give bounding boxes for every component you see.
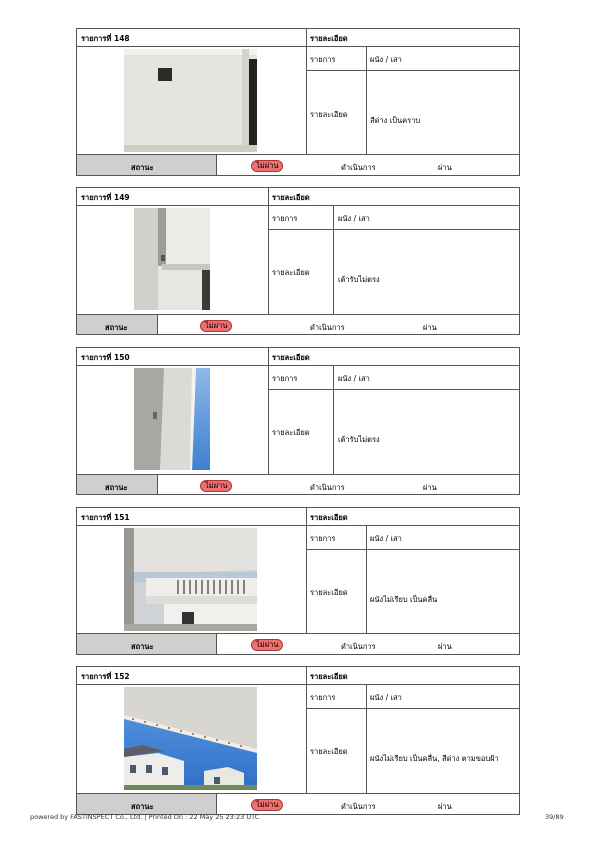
item-photo[interactable] [124, 49, 257, 152]
status-option-in-progress[interactable]: ดำเนินการ [341, 163, 376, 172]
status-option-pass[interactable]: ผ่าน [423, 323, 437, 332]
item-title: รายการที่ 150 [81, 353, 130, 362]
item-photo[interactable] [134, 208, 210, 310]
field-item-value: ผนัง / เสา [370, 534, 402, 543]
photo-ceiling-edge-houses [124, 687, 257, 790]
status-option-in-progress[interactable]: ดำเนินการ [310, 323, 345, 332]
inspection-item-149 [76, 187, 520, 335]
status-option-pass[interactable]: ผ่าน [438, 642, 452, 651]
field-detail-value: เต้ารับไม่ตรง [338, 435, 380, 444]
status-option-in-progress[interactable]: ดำเนินการ [310, 483, 345, 492]
status-label: สถานะ [131, 642, 154, 651]
status-label: สถานะ [105, 483, 128, 492]
field-item-value: ผนัง / เสา [338, 374, 370, 383]
status-option-pass[interactable]: ผ่าน [423, 483, 437, 492]
field-detail-value: ผนังไม่เรียบ เป็นคลื่น [370, 595, 438, 604]
field-detail-value: สีด่าง เป็นคราบ [370, 116, 421, 125]
status-option-fail[interactable]: ไม่ผ่าน [251, 639, 283, 651]
inspection-item-152 [76, 666, 520, 815]
status-option-fail[interactable]: ไม่ผ่าน [251, 799, 283, 811]
status-option-pass[interactable]: ผ่าน [438, 802, 452, 811]
status-label: สถานะ [131, 802, 154, 811]
field-item-value: ผนัง / เสา [338, 214, 370, 223]
footer-printed-info: powered by FASTINSPECT Co., Ltd. | Printed On : 22 May 25 23:23 UTC [30, 813, 260, 821]
detail-header: รายละเอียด [310, 34, 348, 43]
inspection-item-151 [76, 507, 520, 655]
page-number: 39/89 [545, 813, 564, 821]
field-item-value: ผนัง / เสา [370, 55, 402, 64]
inspection-item-150 [76, 347, 520, 495]
item-photo[interactable] [134, 368, 210, 470]
field-detail-label: รายละเอียด [310, 588, 348, 597]
detail-header: รายละเอียด [272, 193, 310, 202]
status-label: สถานะ [105, 323, 128, 332]
item-title: รายการที่ 149 [81, 193, 130, 202]
status-option-in-progress[interactable]: ดำเนินการ [341, 642, 376, 651]
photo-column-sky [134, 368, 210, 470]
item-title: รายการที่ 148 [81, 34, 130, 43]
field-detail-label: รายละเอียด [272, 268, 310, 277]
status-option-fail[interactable]: ไม่ผ่าน [200, 480, 232, 492]
field-item-value: ผนัง / เสา [370, 693, 402, 702]
field-item-label: รายการ [310, 693, 336, 702]
field-item-label: รายการ [310, 55, 336, 64]
item-photo[interactable] [124, 528, 257, 631]
inspection-item-148 [76, 28, 520, 176]
status-option-fail[interactable]: ไม่ผ่าน [251, 160, 283, 172]
item-title: รายการที่ 151 [81, 513, 130, 522]
photo-wall-outlet [134, 208, 210, 310]
photo-ceiling-balcony [124, 528, 257, 631]
status-option-pass[interactable]: ผ่าน [438, 163, 452, 172]
status-label: สถานะ [131, 163, 154, 172]
field-detail-value: ผนังไม่เรียบ เป็นคลื่น, สีด่าง ตามขอบฝ้า [370, 754, 499, 763]
status-option-fail[interactable]: ไม่ผ่าน [200, 320, 232, 332]
field-item-label: รายการ [272, 374, 298, 383]
field-detail-value: เต้ารับไม่ตรง [338, 275, 380, 284]
field-detail-label: รายละเอียด [310, 747, 348, 756]
item-photo[interactable] [124, 687, 257, 790]
field-detail-label: รายละเอียด [310, 110, 348, 119]
detail-header: รายละเอียด [310, 513, 348, 522]
status-option-in-progress[interactable]: ดำเนินการ [341, 802, 376, 811]
field-item-label: รายการ [272, 214, 298, 223]
field-item-label: รายการ [310, 534, 336, 543]
item-title: รายการที่ 152 [81, 672, 130, 681]
detail-header: รายละเอียด [310, 672, 348, 681]
detail-header: รายละเอียด [272, 353, 310, 362]
field-detail-label: รายละเอียด [272, 428, 310, 437]
photo-wall-window [124, 49, 257, 152]
